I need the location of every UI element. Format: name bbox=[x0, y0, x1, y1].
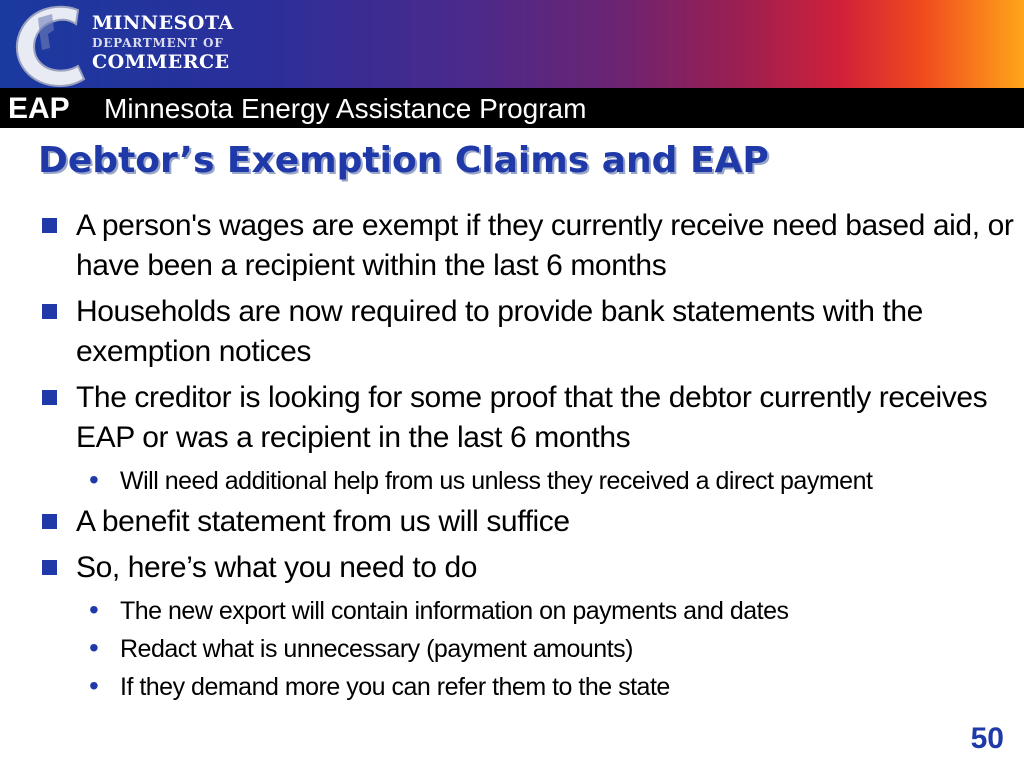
logo-line-3: COMMERCE bbox=[92, 51, 230, 73]
bullet-text: A person's wages are exempt if they currently receive need based aid, or have been a recipient within the last 6 months bbox=[76, 209, 1014, 282]
sub-bullet-text: Will need additional help from us unless they received a direct payment bbox=[120, 467, 873, 495]
header-banner bbox=[0, 0, 1024, 88]
bullet-text: The creditor is looking for some proof that the debtor currently receives EAP or was a recipient in the last 6 months bbox=[76, 381, 988, 454]
sub-bullet-text: Redact what is unnecessary (payment amounts) bbox=[120, 635, 633, 663]
logo-wordmark bbox=[92, 14, 234, 72]
dot-bullet-icon: • bbox=[89, 594, 99, 625]
square-bullet-icon bbox=[42, 390, 57, 405]
sub-bullet-item bbox=[40, 594, 1015, 628]
dot-bullet-icon: • bbox=[89, 670, 99, 701]
sub-bullet-item bbox=[40, 632, 1015, 666]
square-bullet-icon bbox=[42, 560, 57, 575]
bullet-text: Households are now required to provide bank statements with the exemption notices bbox=[76, 295, 923, 368]
bullet-item bbox=[40, 292, 1015, 372]
square-bullet-icon bbox=[42, 218, 57, 233]
slide-title: Debtor’s Exemption Claims and EAP bbox=[38, 140, 769, 181]
logo-line-2: DEPARTMENT OF bbox=[92, 36, 224, 50]
eap-label: EAP bbox=[8, 92, 70, 125]
bullet-item bbox=[40, 378, 1015, 458]
program-title: Minnesota Energy Assistance Program bbox=[104, 93, 587, 124]
dot-bullet-icon: • bbox=[89, 632, 99, 663]
dot-bullet-icon: • bbox=[89, 464, 99, 495]
square-bullet-icon bbox=[42, 304, 57, 319]
bullet-item bbox=[40, 206, 1015, 286]
bullet-text: So, here’s what you need to do bbox=[76, 551, 478, 584]
program-bar bbox=[0, 88, 1024, 128]
sub-bullet-item bbox=[40, 670, 1015, 704]
sub-bullet-text: If they demand more you can refer them to the state bbox=[120, 673, 670, 701]
square-bullet-icon bbox=[42, 514, 57, 529]
commerce-c-logo-icon bbox=[8, 0, 92, 90]
sub-bullet-text: The new export will contain information on payments and dates bbox=[120, 597, 789, 625]
logo-line-1: MINNESOTA bbox=[92, 12, 234, 34]
page-number: 50 bbox=[970, 722, 1004, 755]
bullet-item bbox=[40, 548, 1015, 588]
bullet-item bbox=[40, 502, 1015, 542]
bullet-text: A benefit statement from us will suffice bbox=[76, 505, 570, 538]
sub-bullet-item bbox=[40, 464, 1015, 498]
bullet-list bbox=[40, 206, 1015, 708]
